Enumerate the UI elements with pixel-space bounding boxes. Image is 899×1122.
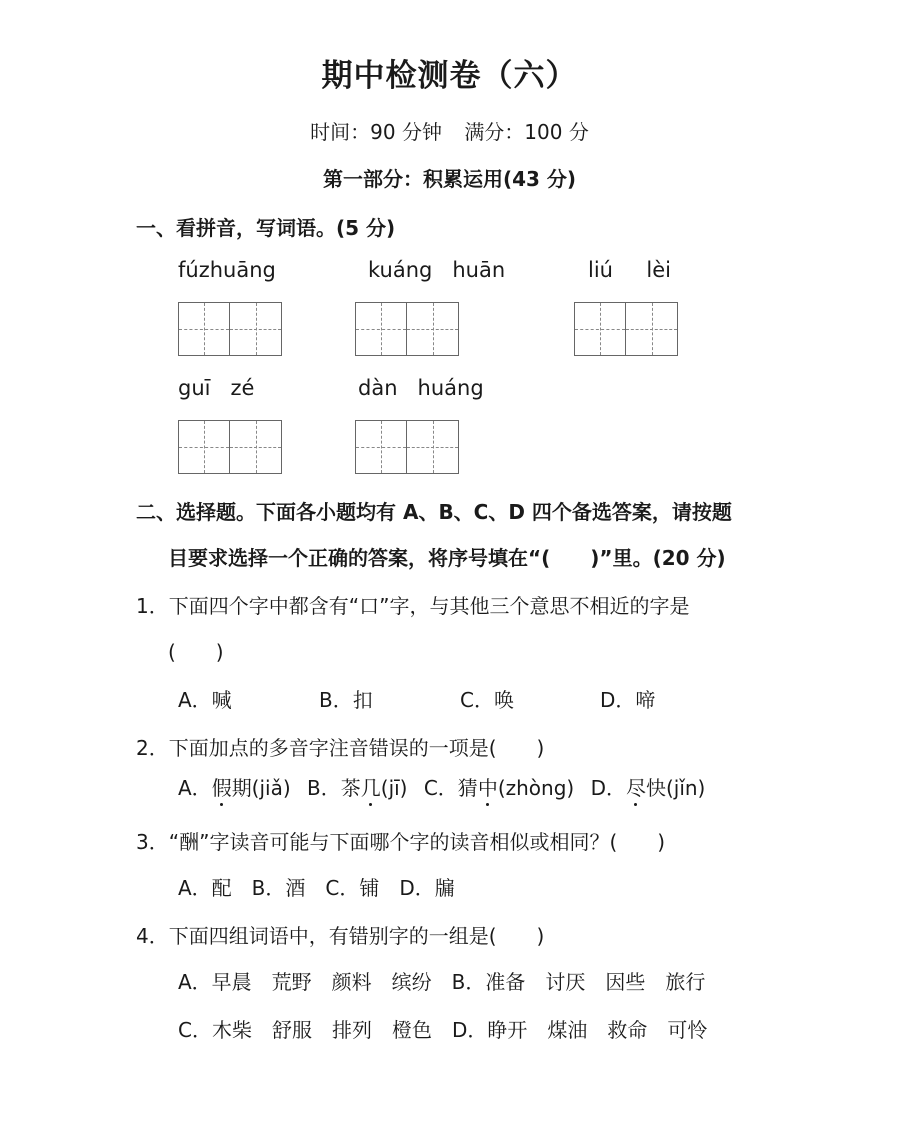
emphasis-dot-char: 假 (212, 772, 232, 801)
pinyin-1: fúzhuāng (178, 258, 276, 282)
q2-option-c: C．猜中(zhòng) (424, 776, 574, 800)
pinyin-2: kuáng huān (368, 258, 506, 282)
part-heading: 第一部分：积累运用(43 分) (322, 167, 577, 191)
section2-heading-line1: 二、选择题。下面各小题均有 A、B、C、D 四个备选答案，请按题 (136, 500, 732, 524)
pinyin-5: dàn huáng (358, 376, 484, 400)
section2-heading-line2: 目要求选择一个正确的答案，将序号填在“( )”里。(20 分) (168, 546, 726, 570)
q1-option-d: D．啼 (600, 688, 656, 712)
q2-option-b: B．茶几(jī) (307, 776, 407, 800)
page-title: 期中检测卷（六） (321, 58, 578, 94)
writing-grid-2[interactable] (355, 302, 459, 356)
q3-options: A．配 B．酒 C．铺 D．牖 (178, 876, 455, 900)
q2-option-a: A．假期(jiǎ) (178, 776, 291, 800)
writing-grid-5[interactable] (355, 420, 459, 474)
exam-score: 满分：100 分 (464, 120, 589, 144)
q3-stem: 3．“酬”字读音可能与下面哪个字的读音相似或相同？( ) (136, 830, 666, 854)
q1-option-a: A．喊 (178, 688, 232, 712)
q1-stem: 1．下面四个字中都含有“口”字，与其他三个意思不相近的字是 (136, 594, 690, 618)
q1-option-b: B．扣 (319, 688, 373, 712)
exam-time: 时间：90 分钟 (310, 120, 442, 144)
q1-option-c: C．唤 (460, 688, 514, 712)
writing-grid-4[interactable] (178, 420, 282, 474)
q2-options (178, 772, 705, 801)
q4-options-row1: A．早晨 荒野 颜料 缤纷 B．准备 讨厌 因些 旅行 (178, 970, 706, 994)
writing-grid-3[interactable] (574, 302, 678, 356)
q4-stem: 4．下面四组词语中，有错别字的一组是( ) (136, 924, 545, 948)
emphasis-dot-char: 几 (361, 772, 381, 801)
q2-option-d: D．尽快(jǐn) (591, 776, 706, 800)
section1-heading: 一、看拼音，写词语。(5 分) (136, 216, 396, 240)
pinyin-3: liú lèi (588, 258, 671, 282)
q2-stem: 2．下面加点的多音字注音错误的一项是( ) (136, 736, 545, 760)
emphasis-dot-char: 中 (478, 772, 498, 801)
exam-meta (0, 116, 899, 145)
q1-answer-paren[interactable]: ( ) (168, 640, 224, 664)
writing-grid-1[interactable] (178, 302, 282, 356)
emphasis-dot-char: 尽 (626, 772, 646, 801)
pinyin-4: guī zé (178, 376, 255, 400)
q4-options-row2: C．木柴 舒服 排列 橙色 D．睁开 煤油 救命 可怜 (178, 1018, 708, 1042)
